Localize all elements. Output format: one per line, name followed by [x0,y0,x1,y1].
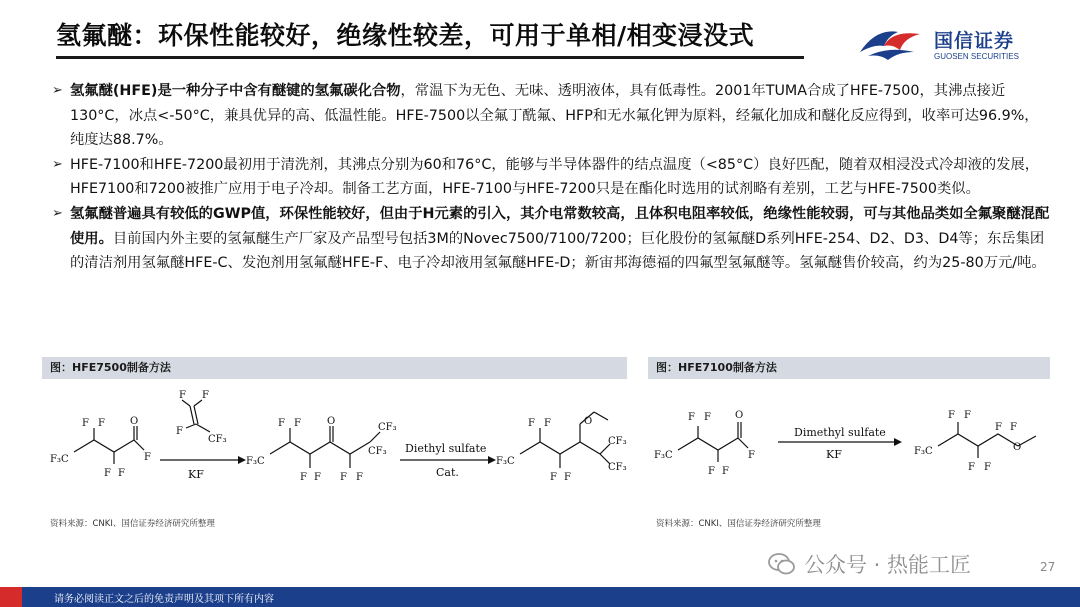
page-title: 氢氟醚：环保性能较好，绝缘性较差，可用于单相/相变浸没式 [56,21,755,50]
svg-text:F: F [144,452,151,463]
disclaimer-footer [0,587,1080,607]
svg-text:O: O [327,416,336,427]
reagent-kf-label: KF [188,468,204,481]
wechat-watermark [768,549,971,579]
guosen-logo-icon [858,22,928,62]
reagent-diethyl-sulfate-label: Diethyl sulfate [405,442,487,455]
svg-text:CF₃: CF₃ [608,436,627,447]
svg-text:F: F [968,462,975,473]
svg-text:F: F [278,418,285,429]
svg-text:F: F [528,418,535,429]
bullet-arrow-icon: ➢ [52,83,63,98]
svg-text:F: F [104,468,111,479]
bullet-text: HFE-7100和HFE-7200最初用于清洗剂，其沸点分别为60和76°C，能够与半导体器件的结点温度（<85°C）良好匹配，随着双相浸没式冷却液的发展，HFE7100和7200被推广应用于电子冷却。制备工艺方面，HFE-7100与HFE-7200只是在酯化时选用的试剂略有差别，工艺与HFE-7500类似。 [70,156,1040,198]
bullet-bold-lead: 氢氟醚(HFE)是一种分子中含有醚键的氢氟碳化合物 [70,83,401,99]
footer-accent [0,587,22,607]
svg-text:F: F [356,472,363,483]
svg-text:F: F [314,472,321,483]
svg-text:F: F [340,472,347,483]
svg-text:CF₃: CF₃ [368,446,387,457]
svg-text:F: F [179,390,186,401]
svg-text:O: O [1013,442,1022,453]
svg-text:F: F [722,466,729,477]
figure-title-hfe7500: 图：HFE7500制备方法 [42,357,627,379]
svg-text:F₃C: F₃C [654,450,673,461]
bullet-text: 目前国内外主要的氢氟醚生产厂家及产品型号包括3M的Novec7500/7100/7200；巨化股份的氢氟醚D系列HFE-254、D2、D3、D4等；东岳集团的清洁剂用氢氟醚HFE-C、发泡剂用氢氟醚HFE-F、电子冷却液用氢氟醚HFE-D；新宙邦海德福的四氟型氢氟醚等。氢氟醚售价较高，约为25-80万元/吨。 [70,230,1046,272]
svg-text:O: O [584,416,593,427]
bullet-bold-lead: 氢氟醚普遍具有较低的GWP值，环保性能较好，但由于H元素的引入，其介电常数较高，且体积电阻率较低，绝缘性能较弱，可与其他品类如全氟聚醚混配使用。 [70,205,1050,247]
bullet-arrow-icon: ➢ [52,205,63,221]
title-underline [56,56,804,59]
svg-text:F: F [748,450,755,461]
svg-text:F: F [704,412,711,423]
logo-english-name: GUOSEN SECURITIES [934,52,1019,61]
guosen-logo [858,22,1058,66]
hfe7500-reaction-scheme [42,380,632,510]
svg-text:F₃C: F₃C [246,456,265,467]
hfe7100-reaction-scheme [648,380,1050,510]
svg-text:F₃C: F₃C [914,446,933,457]
figure-title-hfe7100: 图：HFE7100制备方法 [648,357,1050,379]
reagent-dimethyl-sulfate-label: Dimethyl sulfate [794,426,886,439]
svg-text:F: F [544,418,551,429]
svg-text:F: F [202,390,209,401]
svg-text:F: F [1010,422,1017,433]
svg-text:F₃C: F₃C [496,456,515,467]
svg-text:CF₃: CF₃ [378,422,397,433]
figure-source-right: 资料来源：CNKI、国信证券经济研究所整理 [656,519,821,529]
svg-text:F: F [550,472,557,483]
svg-text:O: O [130,416,139,427]
page-number: 27 [1040,560,1056,574]
svg-text:CF₃: CF₃ [608,462,627,473]
svg-text:F: F [176,426,183,437]
bullet-item [42,202,1050,276]
svg-text:F: F [708,466,715,477]
watermark-text: 公众号 · 热能工匠 [804,553,972,577]
svg-text:F₃C: F₃C [50,454,69,465]
footer-disclaimer-text: 请务必阅读正文之后的免责声明及其项下所有内容 [54,594,274,605]
bullet-item [42,153,1050,202]
svg-text:F: F [98,418,105,429]
logo-chinese-name: 国信证券 [934,30,1015,52]
wechat-icon [768,552,796,576]
reagent-kf-label: KF [826,448,842,461]
svg-text:F: F [118,468,125,479]
svg-text:CF₃: CF₃ [208,434,227,445]
figure-source-left: 资料来源：CNKI、国信证券经济研究所整理 [50,519,215,529]
bullet-arrow-icon: ➢ [52,156,63,172]
svg-text:F: F [995,422,1002,433]
bullet-text: ，常温下为无色、无味、透明液体，具有低毒性。2001年TUMA合成了HFE-7500，其沸点接近130°C，冰点<-50°C，兼具优异的高、低温性能。HFE-7500以全氟丁酰氟、HFP和无水氟化钾为原料，经氟化加成和醚化反应得到，收率可达96.9%，纯度达88.7%。 [70,83,1039,149]
svg-text:F: F [564,472,571,483]
svg-text:F: F [964,410,971,421]
bullet-list [42,79,1050,276]
reagent-catalyst-label: Cat. [436,466,459,479]
svg-text:F: F [82,418,89,429]
bullet-item [42,79,1050,153]
page-header [0,0,1080,70]
svg-text:F: F [984,462,991,473]
svg-text:O: O [735,410,744,421]
svg-text:F: F [300,472,307,483]
svg-text:F: F [294,418,301,429]
svg-text:F: F [688,412,695,423]
svg-text:F: F [948,410,955,421]
